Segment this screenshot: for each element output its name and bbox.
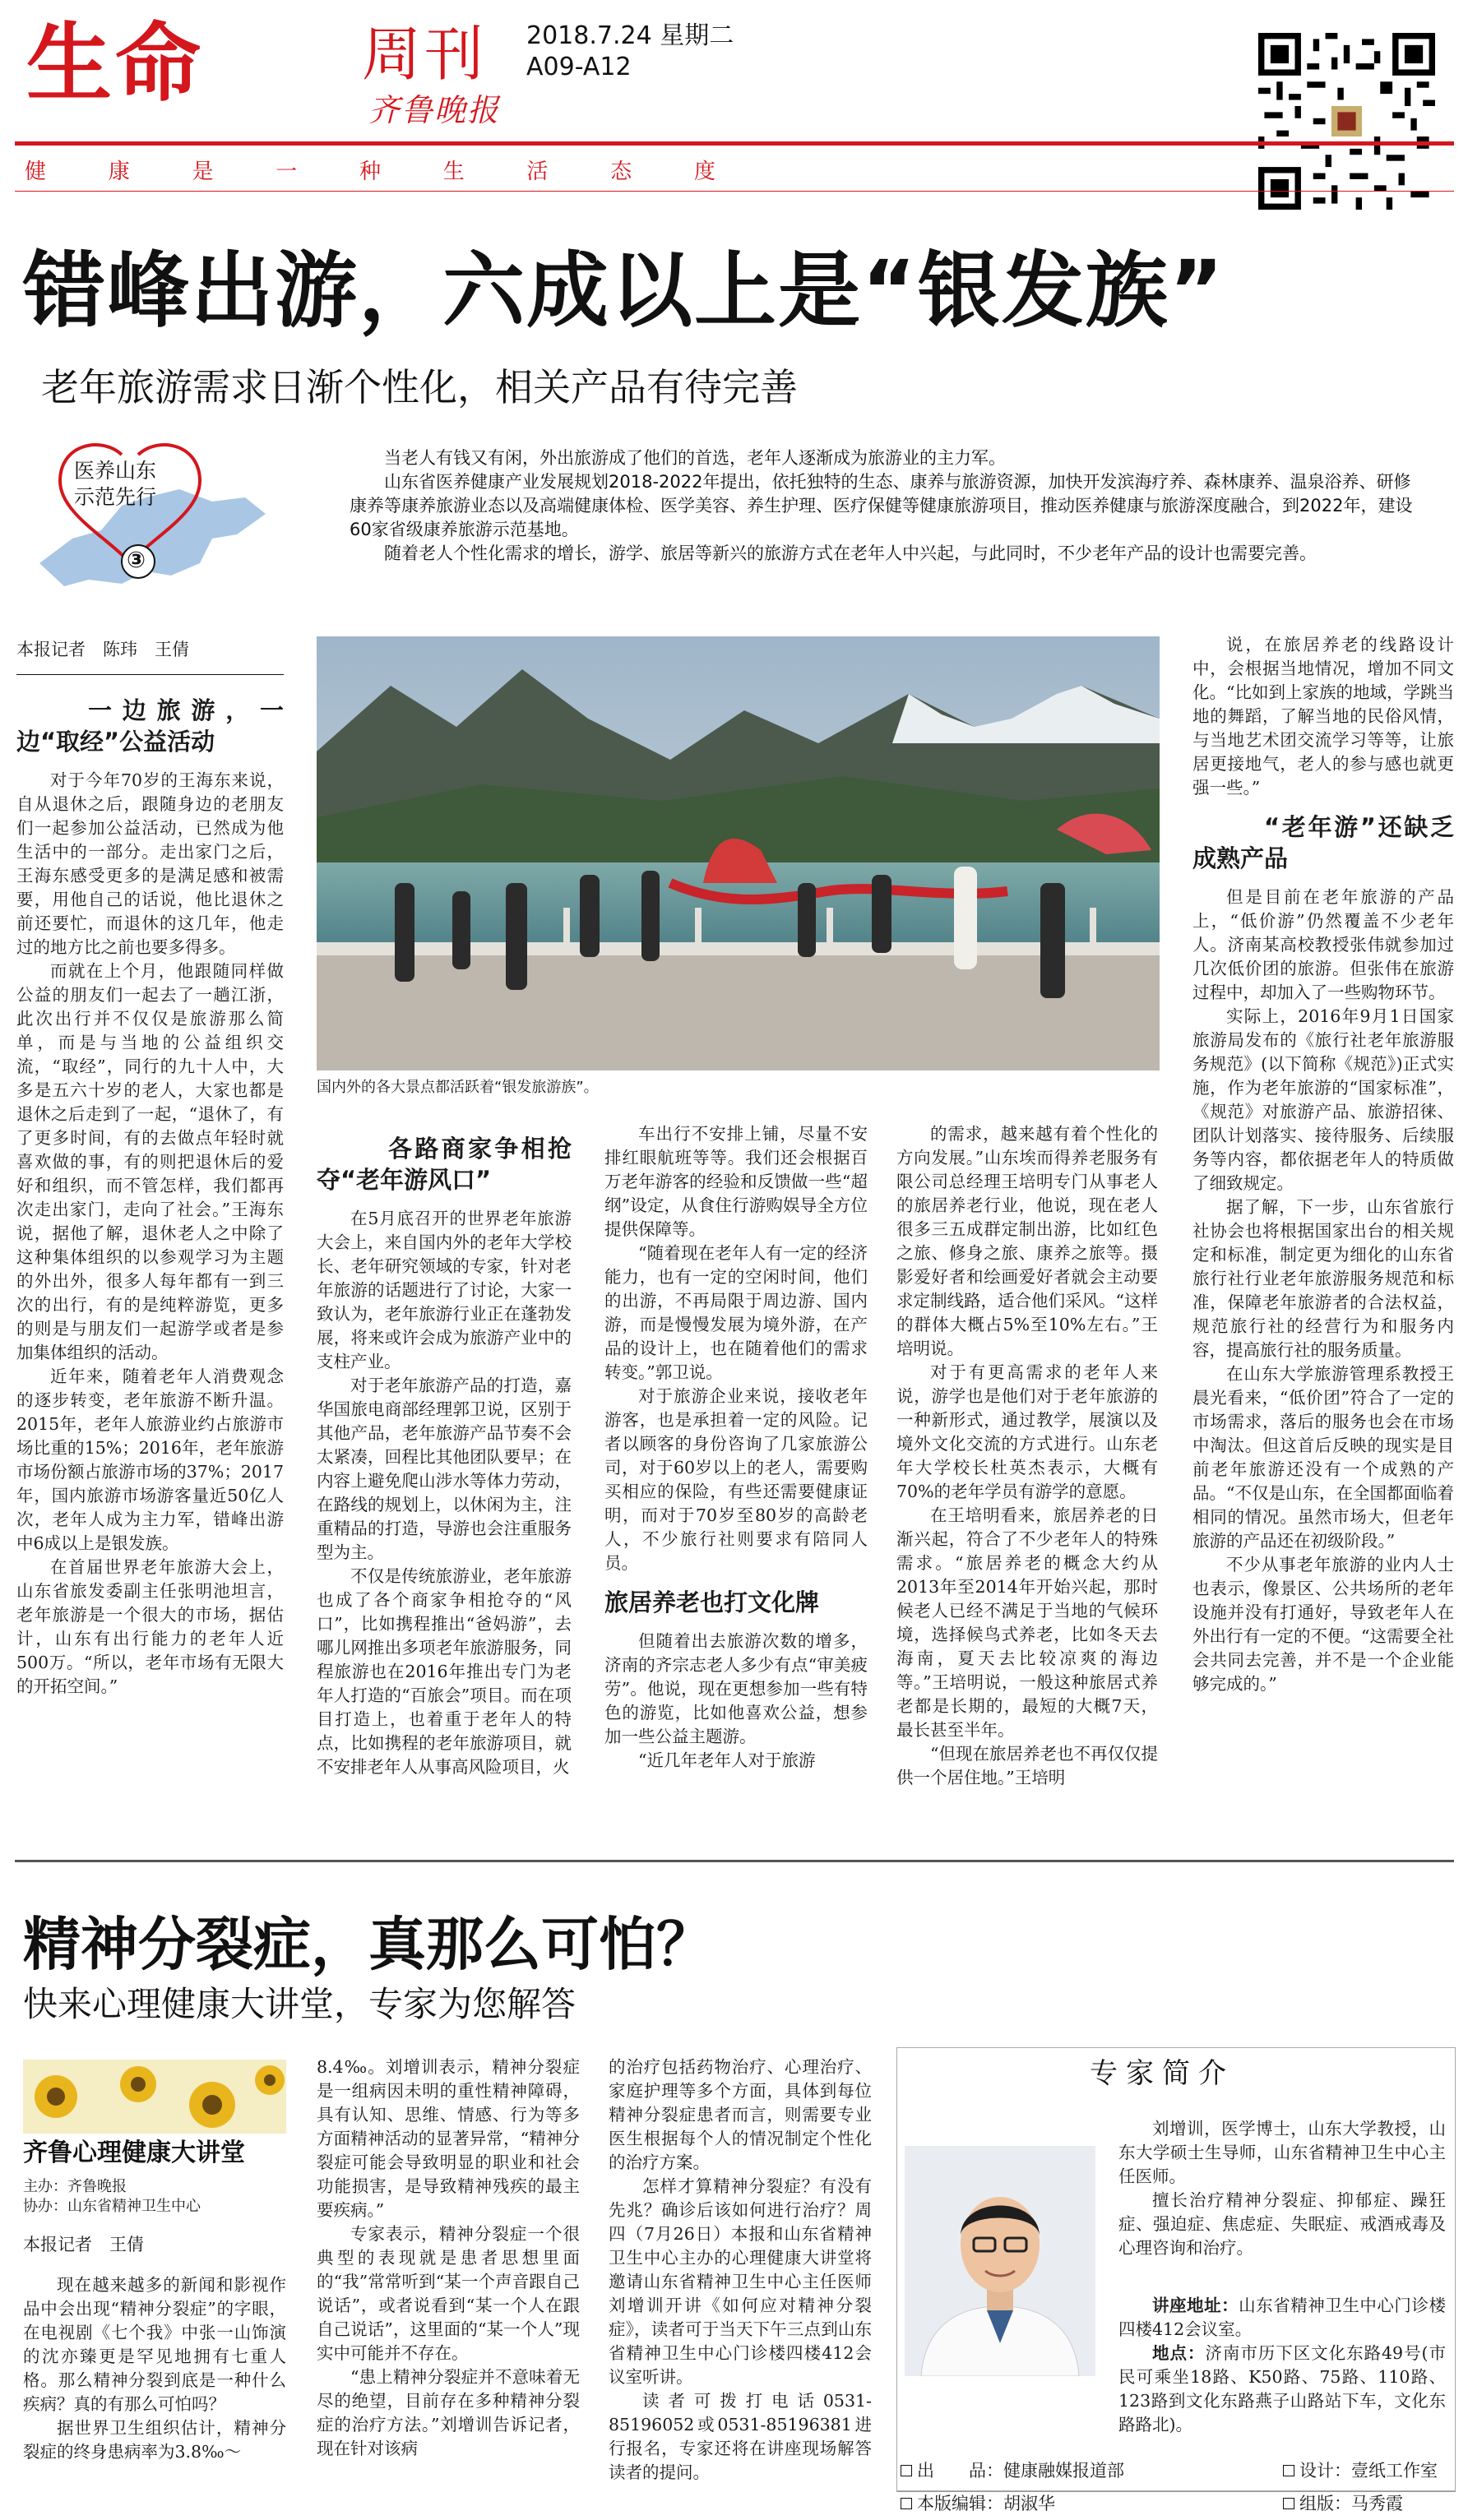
article-paragraph: 但是目前在老年旅游的产品上，“低价游”仍然覆盖不少老年人。济南某高校教授张伟就参加过几次低价团的旅游。但张伟在旅游过程中，却加入了一些购物环节。 xyxy=(1192,887,1454,1002)
article-paragraph: 据了解，下一步，山东省旅行社协会也将根据国家出台的相关规定和标准，制定更为细化的山东省旅行社行业老年旅游服务规范和标准，保障老年旅游者的合法权益，规范旅行社的经营行为和服务内容，提高旅行社的服务质量。 xyxy=(1192,1197,1454,1360)
location-label: 地点： xyxy=(1152,2343,1206,2363)
lead-paragraph: 当老人有钱又有闲，外出旅游成了他们的首选，老年人逐渐成为旅游业的主力军。 xyxy=(384,448,1006,468)
article-paragraph: 近年来，随着老年人消费观念的逐步转变，老年旅游不断升温。2015年，老年人旅游业约占旅游市场比重的15%；2016年，老年旅游市场份额占旅游市场的37%；2017年，国内旅游市场游客量近50亿人次，老年人成为主力军，错峰出游中6成以上是银发族。 xyxy=(16,1366,284,1553)
article-paragraph: 不仅是传统旅游业，老年旅游也成了各个商家争相抢夺的“风口”，比如携程推出“爸妈游”，去哪儿网推出多项老年旅游服务，同程旅游也在2016年推出专门为老年人打造的“百旅会”项目。而在项目打造上，也着重于老年人的特点，比如携程的老年旅游项目，就不安排老年人从事高风险项目，火 xyxy=(317,1566,572,1777)
article-paragraph: 现在越来越多的新闻和影视作品中会出现“精神分裂症”的字眼，在电视剧《七个我》中张一山饰演的沈亦臻更是罕见地拥有七重人格。那么精神分裂到底是一种什么疾病？真的有那么可怕吗？ xyxy=(23,2275,286,2414)
article-paragraph: 在5月底召开的世界老年旅游大会上，来自国内外的老年大学校长、老年研究领域的专家，针对老年旅游的话题进行了讨论，大家一致认为，老年旅游行业正在蓬勃发展，将来或许会成为旅游产业中的支柱产业。 xyxy=(317,1209,572,1371)
lecture-title: 齐鲁心理健康大讲堂 xyxy=(23,2139,245,2167)
lead-paragraph: 随着老人个性化需求的增长，游学、旅居等新兴的旅游方式在老年人中兴起，与此同时，不少老年产品的设计也需要完善。 xyxy=(384,543,1317,563)
article2-subheadline: 快来心理健康大讲堂，专家为您解答 xyxy=(23,1984,577,2024)
section-heading: 各路商家争相抢夺“老年游风口” xyxy=(317,1135,572,1194)
article1-column-5 xyxy=(1192,633,1454,1846)
tourists-lake-photo xyxy=(317,636,1160,1070)
article2-column-3 xyxy=(609,2055,872,2499)
footer-layout: 组版：马秀霞 xyxy=(1283,2491,1403,2516)
venue-text: 山东省精神卫生中心门诊楼四楼412会议室。 xyxy=(1118,2296,1446,2339)
masthead-date: 2018.7.24 星期二 xyxy=(526,21,734,50)
article1-lead xyxy=(350,446,1423,566)
article-paragraph: 的需求，越来越有着个性化的方向发展。”山东埃而得养老服务有限公司总经理王培明专门从事老人的旅居养老行业，他说，现在老人很多三五成群定制出游，比如红色之旅、修身之旅、康养之旅等。摄影爱好者和绘画爱好者就会主动要求定制线路，适合他们采风。“这样的群体大概占5%至10%左右。”王培明说。 xyxy=(896,1124,1158,1358)
section-heading: 一边旅游，一边“取经”公益活动 xyxy=(16,696,284,756)
divider xyxy=(16,674,284,675)
section-heading: “老年游”还缺乏成熟产品 xyxy=(1192,813,1454,872)
article1-byline: 本报记者 陈玮 王倩 xyxy=(16,640,189,659)
article1-column-3 xyxy=(604,1122,868,1846)
article-paragraph: 据世界卫生组织估计，精神分裂症的终身患病率为3.8‰～ xyxy=(23,2418,286,2462)
article2-column-1 xyxy=(23,2273,286,2499)
sunflower-banner xyxy=(23,2060,286,2134)
badge-line1: 医养山东 xyxy=(74,459,157,483)
footer-editor: 本版编辑：胡淑华 xyxy=(901,2491,1055,2516)
footer-design: 设计：壹纸工作室 xyxy=(1283,2458,1438,2483)
lead-paragraph: 山东省医养健康产业发展规划2018-2022年提出，依托独特的生态、康养与旅游资源，加快开发滨海疗养、森林康养、温泉浴养、研修康养等康养旅游业态以及高端健康体检、医学美容、养生护理、医疗保健等健康旅游项目，推动医养健康与旅游深度融合，到2022年，建设60家省级康养旅游示范基地。 xyxy=(350,472,1413,539)
expert-specialty-paragraph: 擅长治疗精神分裂症、抑郁症、躁狂症、强迫症、焦虑症、失眠症、戒酒戒毒及心理咨询和治疗。 xyxy=(1118,2190,1446,2258)
expert-bio-paragraph: 刘增训，医学博士，山东大学教授，山东大学硕士生导师，山东省精神卫生中心主任医师。 xyxy=(1118,2119,1446,2186)
masthead-rule xyxy=(15,141,1454,146)
article-paragraph: 对于今年70岁的王海东来说，自从退休之后，跟随身边的老朋友们一起参加公益活动，已然成为他生活中的一部分。走出家门之后，王海东感受更多的是满足感和被需要，用他自己的话说，他比退休之前还要忙，而退休的这几年，他走过的地方比之前也要多得多。 xyxy=(16,770,284,957)
article-paragraph: 说，在旅居养老的线路设计中，会根据当地情况，增加不同文化。“比如到上家族的地域，学跳当地的舞蹈，了解当地的民俗风情，与当地艺术团交流学习等等，让旅居更接地气，老人的参与感也就更强一些。” xyxy=(1192,635,1454,798)
article-paragraph: 怎样才算精神分裂症？有没有先兆？确诊后该如何进行治疗？周四（7月26日）本报和山东省精神卫生中心主办的心理健康大讲堂将邀请山东省精神卫生中心主任医师刘增训开讲《如何应对精神分裂症》，读者可于当天下午三点到山东省精神卫生中心门诊楼四楼412会议室听讲。 xyxy=(609,2176,872,2387)
expert-box-title: 专家简介 xyxy=(1090,2057,1234,2090)
article2-byline: 本报记者 王倩 xyxy=(23,2235,144,2254)
article1-headline: 错峰出游，六成以上是“银发族” xyxy=(23,243,1225,339)
article1-subheadline: 老年旅游需求日渐个性化，相关产品有待完善 xyxy=(41,365,798,409)
article-paragraph: 在山东大学旅游管理系教授王晨光看来，“低价团”符合了一定的市场需求，落后的服务也会在市场中淘汰。但这首后反映的现实是目前老年旅游还没有一个成熟的产品。“不仅是山东，在全国都面临着相同的情况。虽然市场大，但老年旅游的产品还在初级阶段。” xyxy=(1192,1364,1454,1551)
badge-line2: 示范先行 xyxy=(74,485,157,509)
photo-caption: 国内外的各大景点都活跃着“银发旅游族”。 xyxy=(317,1079,599,1096)
lecture-host: 主办：齐鲁晚报 xyxy=(23,2178,127,2195)
qr-code xyxy=(1258,33,1435,210)
article1-column-1 xyxy=(16,695,284,1846)
paper-name-logo: 齐鲁晚报 xyxy=(368,92,501,128)
article2-column-2 xyxy=(317,2055,580,2499)
masthead-title: 生命 xyxy=(26,13,205,113)
location-text: 济南市历下区文化东路49号(市民可乘坐18路、K50路、75路、110路、123路到文化东路燕子山路站下车，文化东路路北)。 xyxy=(1118,2343,1446,2434)
expert-bio xyxy=(1118,2117,1446,2290)
article-paragraph: 而就在上个月，他跟随同样做公益的朋友们一起去了一趟江浙，此次出行并不仅仅是旅游那么简单，而是与当地的公益组织交流，“取经”，同行的九十人中，大多是五六十岁的老人，大家也都是退休之后走到了一起，“退休了，有了更多时间，有的去做点年轻时就喜欢做的事，有的则把退休后的爱好和组织，而不管怎样，我们都再次走出家门，走向了社会。”王海东说，据他了解，退休老人之中除了这种集体组织的以参观学习为主题的外出外，很多人每年都有一到三次的出行，有的是纯粹游览，更多的则是与朋友们一起游学或者是参加集体组织的活动。 xyxy=(16,961,284,1362)
section-divider xyxy=(15,1860,1454,1862)
article-paragraph: 读者可拨打电话0531-85196052或0531-85196381进行报名，专家还将在讲座现场解答读者的提问。 xyxy=(609,2391,872,2482)
article-paragraph: 对于旅游企业来说，接收老年游客，也是承担着一定的风险。记者以顾客的身份咨询了几家旅游公司，对于60岁以上的老人，需要购买相应的保险，有些还需要健康证明，而对于70岁至80岁的高龄老人，不少旅行社则要求有陪同人员。 xyxy=(604,1386,868,1573)
article-paragraph: 对于老年旅游产品的打造，嘉华国旅电商部经理郭卫说，区别于其他产品，老年旅游产品节奏不会太紧凑，回程比其他团队要早；在内容上避免爬山涉水等体力劳动，在路线的规划上，以休闲为主，注重精品的打造，导游也会注重服务型为主。 xyxy=(317,1376,572,1562)
article1-column-2 xyxy=(317,1133,572,1848)
article-paragraph: 车出行不安排上铺，尽量不安排红眼航班等等。我们还会根据百万老年游客的经验和反馈做一些“超纲”设定，从食住行游购娱导全方位提供保障等。 xyxy=(604,1124,868,1239)
article-paragraph: 8.4‰。刘增训表示，精神分裂症是一组病因未明的重性精神障碍，具有认知、思维、情感、行为等多方面精神活动的显著异常，“精神分裂症可能会导致明显的职业和社会功能损害，是导致精神残疾的最主要疾病。” xyxy=(317,2057,580,2220)
article-paragraph: “患上精神分裂症并不意味着无尽的绝望，目前存在多种精神分裂症的治疗方法。”刘增训告诉记者，现在针对该病 xyxy=(317,2367,580,2458)
article2-headline: 精神分裂症，真那么可怕？ xyxy=(23,1911,714,1978)
masthead-pages: A09-A12 xyxy=(526,53,632,81)
article-paragraph: 不少从事老年旅游的业内人士也表示，像景区、公共场所的老年设施并没有打通好，导致老年人在外出行有一定的不便。“这需要全社会共同去完善，并不是一个企业能够完成的。” xyxy=(1192,1555,1454,1694)
section-heading: 旅居养老也打文化牌 xyxy=(604,1588,820,1616)
masthead-slogan: 健 康 是 一 种 生 活 态 度 xyxy=(25,160,715,184)
footer-producer: 出 品：健康融媒报道部 xyxy=(901,2458,1124,2483)
article-paragraph: “但现在旅居养老也不再仅仅提供一个居住地。”王培明 xyxy=(896,1744,1158,1787)
article-paragraph: 对于有更高需求的老年人来说，游学也是他们对于老年旅游的一种新形式，通过教学，展演以及境外文化交流的方式进行。山东老年大学校长杜英杰表示，大概有70%的老年学员有游学的意愿。 xyxy=(896,1362,1158,1501)
article-paragraph: 的治疗包括药物治疗、心理治疗、家庭护理等多个方面，具体到每位精神分裂症患者而言，则需要专业医生根据每个人的情况制定个性化的治疗方案。 xyxy=(609,2057,872,2172)
article-paragraph: 在首届世界老年旅游大会上，山东省旅发委副主任张明池坦言，老年旅游是一个很大的市场，据估计，山东有出行能力的老年人近500万。“所以，老年市场有无限大的开拓空间。” xyxy=(16,1557,284,1696)
article-paragraph: 实际上，2016年9月1日国家旅游局发布的《旅行社老年旅游服务规范》(以下简称《规范》)正式实施，作为老年旅游的“国家标准”，《规范》对旅游产品、旅游招徕、团队计划落实、接待服务、后续服务等内容，都依据老年人的特质做了细致规定。 xyxy=(1192,1006,1454,1193)
article-paragraph: 但随着出去旅游次数的增多，济南的齐宗志老人多少有点“审美疲劳”。他说，现在更想参加一些有特色的游览，比如他喜欢公益，想参加一些公益主题游。 xyxy=(604,1631,868,1746)
series-badge xyxy=(23,440,278,596)
lecture-cohost: 协办：山东省精神卫生中心 xyxy=(23,2198,201,2215)
venue-label: 讲座地址： xyxy=(1152,2296,1239,2315)
article-paragraph: 在王培明看来，旅居养老的日渐兴起，符合了不少老年人的特殊需求。“旅居养老的概念大约从2013年至2014年开始兴起，那时候老人已经不满足于当地的气候环境，选择候鸟式养老，比如冬天去海南，夏天去比较凉爽的海边等。”王培明说，一般这种旅居式养老都是长期的，最短的大概7天，最长甚至半年。 xyxy=(896,1505,1158,1740)
doctor-photo xyxy=(905,2146,1095,2376)
article-paragraph: 专家表示，精神分裂症一个很典型的表现就是患者思想里面的“我”常常听到“某一个声音跟自己说话”，或者说看到“某一个人在跟自己说话”，这里面的“某一个人”现实中可能并不存在。 xyxy=(317,2224,580,2363)
article1-column-4 xyxy=(896,1122,1158,1846)
slogan-rule xyxy=(15,191,1454,192)
badge-number: ③ xyxy=(127,548,146,573)
article-paragraph: “近几年老年人对于旅游 xyxy=(638,1750,816,1770)
masthead-supplement: 周刊 xyxy=(362,20,488,89)
article-paragraph: “随着现在老年人有一定的经济能力，也有一定的空闲时间，他们的出游，不再局限于周边游、国内游，而是慢慢发展为境外游，在产品的设计上，也在随着他们的需求转变。”郭卫说。 xyxy=(604,1243,868,1382)
